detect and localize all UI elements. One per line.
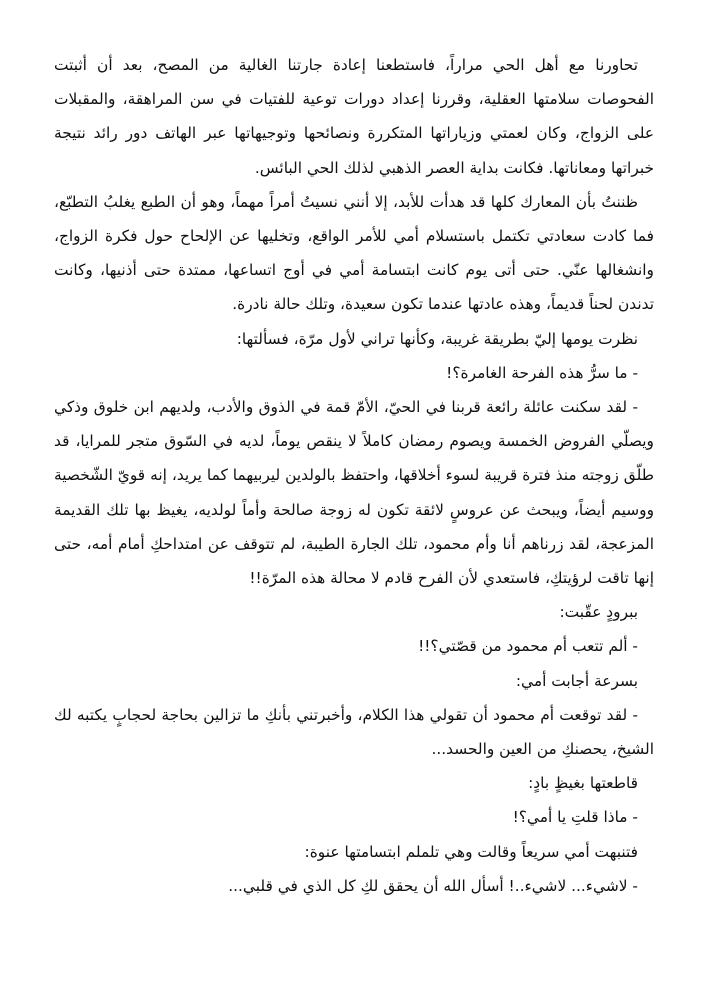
dialogue-line: - لقد توقعت أم محمود أن تقولي هذا الكلام، وأخبرتني بأنكِ ما تزالين بحاجة لحجابٍ يكتبه لك الشيخ، يحصنكِ من العين والحسد... bbox=[54, 705, 654, 759]
dialogue-line: - لاشيء... لاشيء..! أسأل الله أن يحقق لكِ كل الذي في قلبي... bbox=[228, 876, 638, 895]
paragraph: فتنبهت أمي سريعاً وقالت وهي تلملم ابتسامتها عنوة: bbox=[304, 842, 638, 861]
paragraph: قاطعتها بغيظٍ بادٍ: bbox=[528, 774, 638, 793]
paragraph: بسرعة أجابت أمي: bbox=[515, 671, 638, 690]
paragraph: تحاورنا مع أهل الحي مراراً، فاستطعنا إعادة جارتنا الغالية من المصح، بعد أن أثبتت الفحوصات سلامتها العقلية، وقررنا إعداد دورات توعية للفتيات في سن المراهقة، والمقبلات على الزواج، وكان لعمتي وزياراتها المتكررة ونصائحها وتوجيهاتها عبر الهاتف دور رائد نتيجة خبراتها ومعاناتها. فكانت بداية العصر الذهبي لذلك الحي البائس. bbox=[54, 56, 654, 177]
paragraph: ظننتُ بأن المعارك كلها قد هدأت للأبد، إلا أنني نسيتُ أمراً مهماً، وهو أن الطبع يغلبُ التطبّع، فما كادت سعادتي تكتمل باستسلام أمي للأمر الواقع، وتخليها عن الإلحاح حول فكرة الزواج، وانشغالها عنّي. حتى أتى يوم كانت ابتسامة أمي في أوج اتساعها، ممتدة حتى أذنيها، وكانت تدندن لحناً قديماً، وهذه عادتها عندما تكون سعيدة، وتلك حالة نادرة. bbox=[54, 192, 654, 314]
paragraph: ببرودٍ عقّبت: bbox=[559, 603, 638, 622]
dialogue-line: - لقد سكنت عائلة رائعة قربنا في الحيّ، الأمّ قمة في الذوق والأدب، ولديهم ابن خلوق وذكي ويصلّي الفروض الخمسة ويصوم رمضان كاملاً لا ينقص يوماً، لديه في السّوق متجر للمرايا، قد طلّق زوجته منذ فترة قريبة لسوء أخلاقها، واحتفظ بالولدين ليربيهما كما يريد، إنه قويّ الشّخصية ووسيم أيضاً، ويبحث عن عروسٍ لائقة تكون له زوجة صالحة وأماً لولديه، يغيظ بها تلك القديمة المزعجة، لقد زرناهم أنا وأم محمود، تلك الجارة الطيبة، لم تتوقف عن امتداحكِ أمام أمه، حتى إنها تاقت لرؤيتكِ، فاستعدي لأن الفرح قادم لا محالة هذه المرّة!! bbox=[54, 398, 654, 588]
dialogue-line: - ما سرُّ هذه الفرحة الغامرة؟! bbox=[446, 363, 638, 382]
paragraph: نظرت يومها إليّ بطريقة غريبة، وكأنها تراني لأول مرّة، فسألتها: bbox=[236, 329, 638, 348]
dialogue-line: - ألم تتعب أم محمود من قصّتي؟!! bbox=[418, 637, 638, 656]
dialogue-line: - ماذا قلتِ يا أمي؟! bbox=[512, 808, 638, 827]
